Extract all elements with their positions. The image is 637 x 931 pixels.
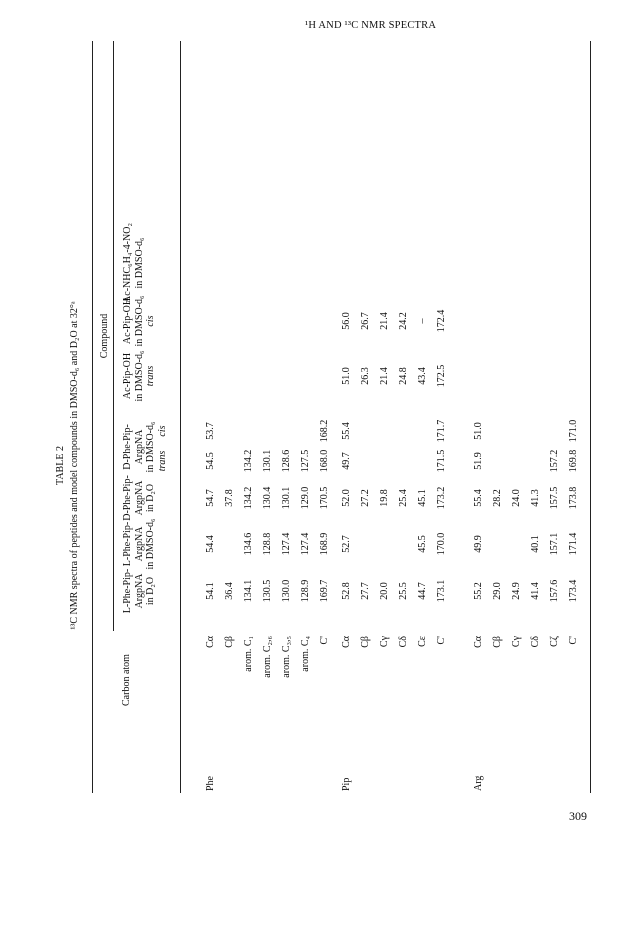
table-cell: 168.9 [319,532,330,556]
table-cell: – [417,318,428,324]
table-cell: 51.0 [473,422,484,440]
rule-header [180,41,181,793]
carbon-atom-label: arom. C₂,₆ [262,636,273,678]
column-header-line: L-Phe-Pip- [122,568,133,614]
carbon-atom-label: arom. C₁ [243,636,254,672]
rule-top [92,41,93,793]
column-header-line: trans [145,365,156,387]
carbon-atom-label: Cβ [492,636,503,648]
table-cell: 19.8 [379,489,390,507]
carbon-atom-label: Cγ [379,636,390,648]
carbon-atom-label: Cβ [224,636,235,648]
table-cell: 56.0 [341,312,352,330]
column-header-line: cis [145,315,156,327]
table-cell: 134.6 [243,532,254,556]
column-header-line: Ac-NHC₆H₄-4-NO₂ [122,223,133,303]
table-cell: 21.4 [379,367,390,385]
table-cell: 51.0 [341,367,352,385]
table-cell: 29.0 [492,582,503,600]
column-header-line: D-Phe-Pip- [122,475,133,521]
table-cell: 134.1 [243,579,254,603]
table-cell: 173.1 [436,579,447,603]
carbon-atom-label: Cδ [398,636,409,648]
table-cell: 36.4 [224,582,235,600]
table-cell: 127.4 [281,532,292,556]
table-cell: 54.4 [205,535,216,553]
table-cell: 130.4 [262,486,273,510]
table-cell: 170.5 [319,486,330,510]
table-cell: 37.8 [224,489,235,507]
table-cell: 171.7 [436,419,447,443]
table-cell: 130.1 [281,486,292,510]
column-header [122,213,145,313]
carbon-atom-label: Cζ [549,636,560,647]
column-header-line: ArgpNA [133,526,145,562]
table-cell: 49.9 [473,535,484,553]
table-cell: 45.1 [417,489,428,507]
header-carbon-atom: Carbon atom [121,654,132,706]
carbon-atom-label: Cγ [511,636,522,648]
column-header-line: ArgpNA [133,573,145,609]
table-caption: ¹³C NMR spectra of peptides and model compounds in DMSO-d₆ and D₂O at 32°ᵃ [69,301,80,630]
rule-compound [113,41,114,631]
table-cell: 171.5 [436,449,447,473]
table-cell: 25.5 [398,582,409,600]
table-cell: 41.4 [530,582,541,600]
table-cell: 172.4 [436,309,447,333]
table-cell: 53.7 [205,422,216,440]
table-cell: 55.4 [341,422,352,440]
running-head: ¹H AND ¹³C NMR SPECTRA [305,20,437,31]
table-cell: 24.2 [398,312,409,330]
table-cell: 130.0 [281,579,292,603]
table-cell: 24.8 [398,367,409,385]
column-header-line: in DMSO-d₆ [133,237,145,289]
table-cell: 170.0 [436,532,447,556]
table-cell: 40.1 [530,535,541,553]
table-cell: 130.5 [262,579,273,603]
table-cell: 127.4 [300,532,311,556]
table-cell: 128.9 [300,579,311,603]
table-cell: 157.6 [549,579,560,603]
table-cell: 130.1 [262,449,273,473]
column-header-line: L-Phe-Pip- [122,521,133,567]
carbon-atom-label: Cδ [530,636,541,648]
column-header-line: in DMSO-d₆ [145,518,156,570]
table-cell: 24.0 [511,489,522,507]
table-cell: 45.5 [417,535,428,553]
carbon-atom-label: Cα [341,636,352,648]
page-number: 309 [569,809,587,823]
table-cell: 21.4 [379,312,390,330]
column-header-line: Ac-Pip-OH [122,352,133,400]
rule-bottom [590,41,591,793]
table-cell: 52.8 [341,582,352,600]
group-name: Pip [341,777,352,791]
table-cell: 157.1 [549,532,560,556]
group-name: Arg [473,775,484,791]
column-header-line: in D₂O [145,576,156,606]
table-cell: 129.0 [300,486,311,510]
carbon-atom-label: C' [319,636,330,645]
table-cell: 127.5 [300,449,311,473]
table-cell: 168.2 [319,419,330,443]
column-header-line: in D₂O [145,483,156,513]
table-cell: 171.0 [568,419,579,443]
table-cell: 20.0 [379,582,390,600]
table-cell: 173.2 [436,486,447,510]
table-cell: 27.7 [360,582,371,600]
table-cell: 26.7 [360,312,371,330]
column-subheader: trans [157,450,168,472]
table-cell: 41.3 [530,489,541,507]
table-cell: 52.7 [341,535,352,553]
table-cell: 134.2 [243,449,254,473]
table-cell: 51.9 [473,452,484,470]
table-cell: 55.2 [473,582,484,600]
table-cell: 55.4 [473,489,484,507]
table-cell: 173.4 [568,579,579,603]
carbon-atom-label: C' [436,636,447,645]
table-cell: 157.2 [549,449,560,473]
table-cell: 171.4 [568,532,579,556]
carbon-atom-label: Cβ [360,636,371,648]
carbon-atom-label: Cα [473,636,484,648]
table-cell: 52.0 [341,489,352,507]
carbon-atom-label: arom. C₃,₅ [281,636,292,678]
column-header-line: in DMSO-d₆ [145,421,156,473]
column-header-line: Ac-Pip-OH [122,297,133,345]
table-cell: 54.1 [205,582,216,600]
table-cell: 25.4 [398,489,409,507]
group-name: Phe [205,776,216,791]
table-cell: 169.7 [319,579,330,603]
table-cell: 44.7 [417,582,428,600]
table-cell: 128.8 [262,532,273,556]
column-header-line: in DMSO-d₆ [133,350,145,402]
table-cell: 168.0 [319,449,330,473]
carbon-atom-label: arom. C₄ [300,636,311,672]
table-cell: 134.2 [243,486,254,510]
carbon-atom-label: Cε [417,636,428,647]
table-cell: 49.7 [341,452,352,470]
table-cell: 54.5 [205,452,216,470]
column-header-line: ArgpNA [133,480,145,516]
table-cell: 43.4 [417,367,428,385]
table-label: TABLE 2 [55,446,66,485]
column-header-line: D-Phe-Pip- [122,424,133,470]
table-cell: 157.5 [549,486,560,510]
table-cell: 28.2 [492,489,503,507]
compound-spanner: Compound [99,313,110,359]
table-cell: 169.8 [568,449,579,473]
table-cell: 173.8 [568,486,579,510]
table-cell: 172.5 [436,364,447,388]
column-subheader: cis [157,425,168,437]
table-cell: 24.9 [511,582,522,600]
table-cell: 26.3 [360,367,371,385]
carbon-atom-label: Cα [205,636,216,648]
carbon-atom-label: C' [568,636,579,645]
column-header-line: ArgpNA [133,429,145,465]
table-cell: 27.2 [360,489,371,507]
table-cell: 54.7 [205,489,216,507]
table-cell: 128.6 [281,449,292,473]
column-header-line: in DMSO-d₆ [133,295,145,347]
